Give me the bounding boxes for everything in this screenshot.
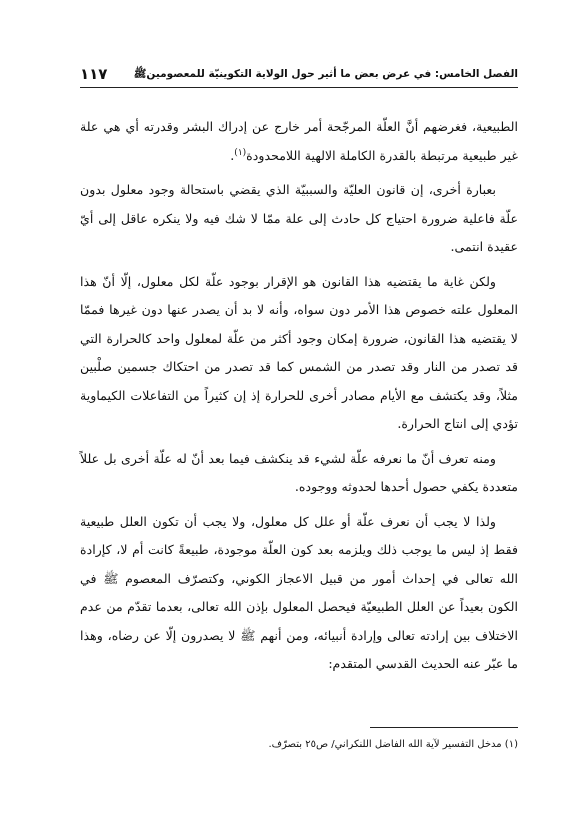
footnote: (١) مدخل التفسير لآية الله الفاضل اللنكراني/ ص٢٥ بتصرّف. [268, 739, 518, 750]
footnote-reference: (١) [234, 147, 247, 158]
page-number: ١١٧ [80, 65, 108, 83]
body-text [80, 113, 518, 685]
paragraph-1-text: الطبيعية، فغرضهم أنَّ العلّة المرجّحة أمر خارج عن إدراك البشر وقدرته أي هي علة غير طبيعية مرتبطة بالقدرة الكاملة الالهية اللامحدودة [80, 119, 518, 163]
running-header [80, 58, 518, 88]
chapter-title: الفصل الخامس: في عرض بعض ما أثير حول الولاية التكوينيّة للمعصومينﷺ [133, 68, 518, 80]
footnote-divider [370, 727, 518, 728]
paragraph-2: بعبارة أخرى، إن قانون العليّة والسببيّة الذي يقضي باستحالة وجود معلول بدون علّة فاعلية ضرورة احتياج كل حادث إلى علة ممّا لا شك فيه ولا ينكره عاقل إلى أيّ عقيدة انتمى. [80, 182, 518, 254]
paragraph-5: ولذا لا يجب أن نعرف علّة أو علل كل معلول، ولا يجب أن تكون العلل طبيعية فقط إذ ليس ما يوجب ذلك ويلزمه بعد كون العلّة موجودة، طبيعةً كانت أم لا، كإرادة الله تعالى في إحداث أمور من قبيل الاعجاز الكوني، وكتصرّف المعصوم ﷺ في الكون بعيداً عن العلل الطبيعيّة فيحصل المعلول بإذن الله تعالى، بعدما تقدّم من عدم الاختلاف بين إرادته تعالى وإرادة أنبيائه، ومن أنهم ﷺ لا يصدرون إلّا عن رضاه، وهذا ما عبّر عنه الحديث القدسي المتقدم: [80, 513, 518, 671]
paragraph-3: ولكن غاية ما يقتضيه هذا القانون هو الإقرار بوجود علّة لكل معلول، إلّا أنّ هذا المعلول علته خصوص هذا الأمر دون سواه، وأنه لا بد أن يصدر عنها دون غيرها فممّا لا يقتضيه هذا القانون، ضرورة إمكان وجود أكثر من علّة لمعلول واحد كالحرارة التي قد تصدر من النار وقد تصدر من الشمس كما قد تصدر من احتكاك جسمين صلْبين مثلاً، وقد يكتشف مع الأيام مصادر أخرى للحرارة إذ إن كثيراً من التفاعلات الكيماوية تؤدي إلى انتاج الحرارة. [80, 273, 518, 431]
paragraph-4: ومنه تعرف أنّ ما نعرفه علّة لشيء قد ينكشف فيما بعد أنّ له علّة أخرى بل عللاً متعددة يكفي حصول أحدها لحدوثه ووجوده. [80, 450, 518, 494]
paragraph-1: الطبيعية، فغرضهم أنَّ العلّة المرجّحة أمر خارج عن إدراك البشر وقدرته أي هي علة غير طبيعية مرتبطة بالقدرة الكاملة الالهية اللامحدودة$^{(١)}$. [80, 119, 518, 163]
